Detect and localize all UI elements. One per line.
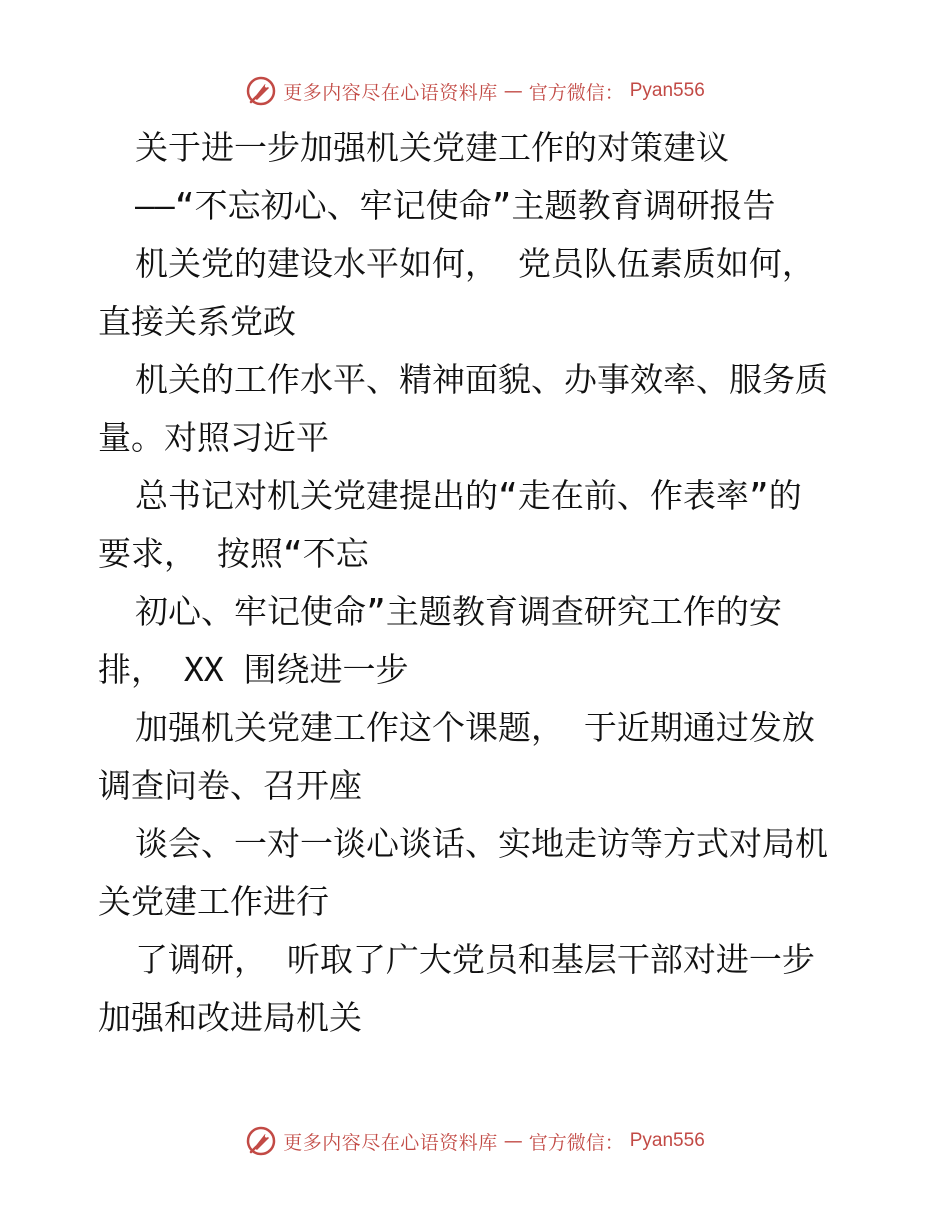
watermark-dash: — [503,80,523,102]
paragraph-line: 总书记对机关党建提出的“走在前、作表率”的 [135,476,802,515]
watermark-official-label: 官方微信： [528,1131,624,1154]
paragraph-line: 机关党的建设水平如何， 党员队伍素质如何， [135,244,815,283]
paragraph-line: 调查问卷、召开座 [98,766,362,805]
pen-nib-logo-icon [245,1125,277,1157]
watermark-text: 更多内容尽在心语资料库 [283,1131,498,1154]
paragraph-line: 要求， 按照“不忘 [98,534,369,573]
watermark-wechat-id: Pyan556 [629,80,705,101]
paragraph-line: 了调研， 听取了广大党员和基层干部对进一步 [135,940,815,979]
paragraph-line: 关党建工作进行 [98,882,329,921]
watermark-banner-bottom [0,1121,950,1161]
paragraph-line: 排， XX 围绕进一步 [98,650,409,689]
paragraph-line: 初心、牢记使命”主题教育调查研究工作的安 [135,592,782,631]
paragraph-line: 谈会、一对一谈心谈话、实地走访等方式对局机 [135,824,828,863]
paragraph-line: 加强和改进局机关 [98,998,362,1037]
watermark-official-label: 官方微信： [528,81,624,104]
watermark-text: 更多内容尽在心语资料库 [283,81,498,104]
watermark-wechat-id: Pyan556 [629,1130,705,1151]
paragraph-line: 直接关系党政 [98,302,296,341]
document-title: 关于进一步加强机关党建工作的对策建议 [135,128,729,167]
watermark-dash: — [503,1130,523,1152]
paragraph-line: 机关的工作水平、精神面貌、办事效率、服务质 [135,360,828,399]
watermark-content [245,1125,705,1157]
paragraph-line: 量。对照习近平 [98,418,329,457]
paragraph-line: 加强机关党建工作这个课题， 于近期通过发放 [135,708,815,747]
document-subtitle: ——“不忘初心、牢记使命”主题教育调研报告 [135,186,776,225]
